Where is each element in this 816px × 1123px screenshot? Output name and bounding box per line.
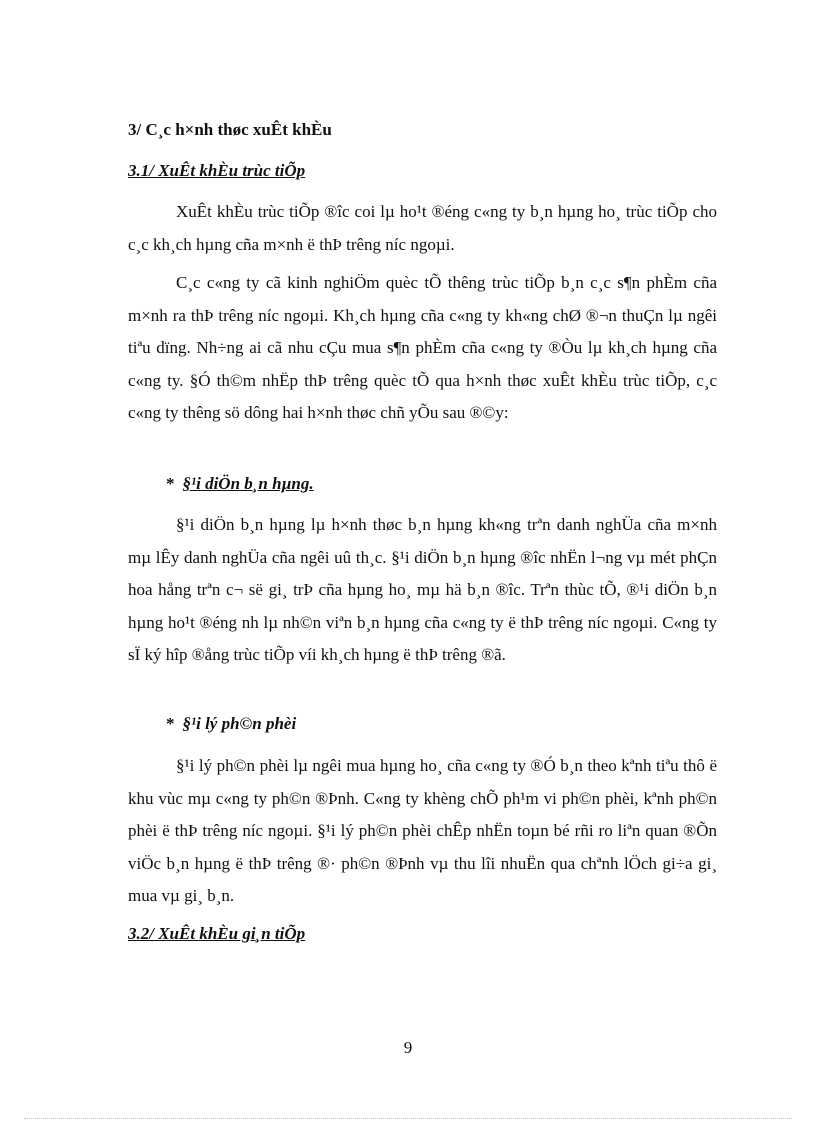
bullet-marker: * [166,714,175,733]
paragraph-direct-export-definition: XuÊt khÈu trùc tiÕp ®îc coi lµ ho¹t ®éng c«ng ty b¸n hµng ho¸ trùc tiÕp cho c¸c kh¸ch hµng cña m×nh ë thÞ trêng níc ngoµi. [128,202,717,254]
bullet-label: §¹i diÖn b¸n hµng. [182,474,314,493]
subsection-heading-direct-export: 3.1/ XuÊt khÈu trùc tiÕp [128,161,306,180]
paragraph-sales-representative: §¹i diÖn b¸n hµng lµ h×nh thøc b¸n hµng kh«ng trªn danh nghÜa cña m×nh mµ lÊy danh nghÜa cña ngêi uû th¸c. §¹i diÖn b¸n hµng ®îc nhËn l¬ng vµ mét phÇn hoa hång trªn c¬ së gi¸ trÞ cña hµng ho¸ mµ hä b¸n ®îc. Trªn thùc tÕ, ®¹i diÖn b¸n hµng ho¹t ®éng nh lµ nh©n viªn b¸n hµng cña c«ng ty ë thÞ trêng níc ngoµi. C«ng ty sÏ ký hîp ®ång trùc tiÕp víi kh¸ch hµng ë thÞ trêng ®ã. [128,515,717,664]
page-number: 9 [403,1038,413,1057]
bullet-label: §¹i lý ph©n phèi [182,714,297,733]
section-title: 3/ C¸c h×nh thøc xuÊt khÈu [128,120,332,139]
bullet-sales-representative [166,474,314,494]
subsection-heading-indirect-export: 3.2/ XuÊt khÈu gi¸n tiÕp [128,924,306,943]
bullet-distributor [166,714,296,734]
bullet-marker: * [166,474,175,493]
page-bottom-divider [24,1118,792,1119]
paragraph-distributor: §¹i lý ph©n phèi lµ ngêi mua hµng ho¸ cña c«ng ty ®Ó b¸n theo kªnh tiªu thô ë khu vùc mµ c«ng ty ph©n ®Þnh. C«ng ty khèng chÕ ph¹m vi ph©n phèi, kªnh ph©n phèi ë thÞ trêng níc ngoµi. §¹i lý ph©n phèi chÊp nhËn toµn bé rñi ro liªn quan ®Õn viÖc b¸n hµng ë thÞ trêng ®· ph©n ®Þnh vµ thu lîi nhuËn qua chªnh lÖch gi÷a gi¸ mua vµ gi¸ b¸n. [128,756,717,905]
paragraph-experienced-companies: C¸c c«ng ty cã kinh nghiÖm quèc tÕ thêng trùc tiÕp b¸n c¸c s¶n phÈm cña m×nh ra thÞ trêng níc ngoµi. Kh¸ch hµng cña c«ng ty kh«ng chØ ®¬n thuÇn lµ ngêi tiªu dïng. Nh÷ng ai cã nhu cÇu mua s¶n phÈm cña c«ng ty ®Òu lµ kh¸ch hµng cña c«ng ty. §Ó th©m nhËp thÞ trêng quèc tÕ qua h×nh thøc xuÊt khÈu trùc tiÕp, c¸c c«ng ty thêng sö dông hai h×nh thøc chñ yÕu sau ®©y: [128,273,717,422]
